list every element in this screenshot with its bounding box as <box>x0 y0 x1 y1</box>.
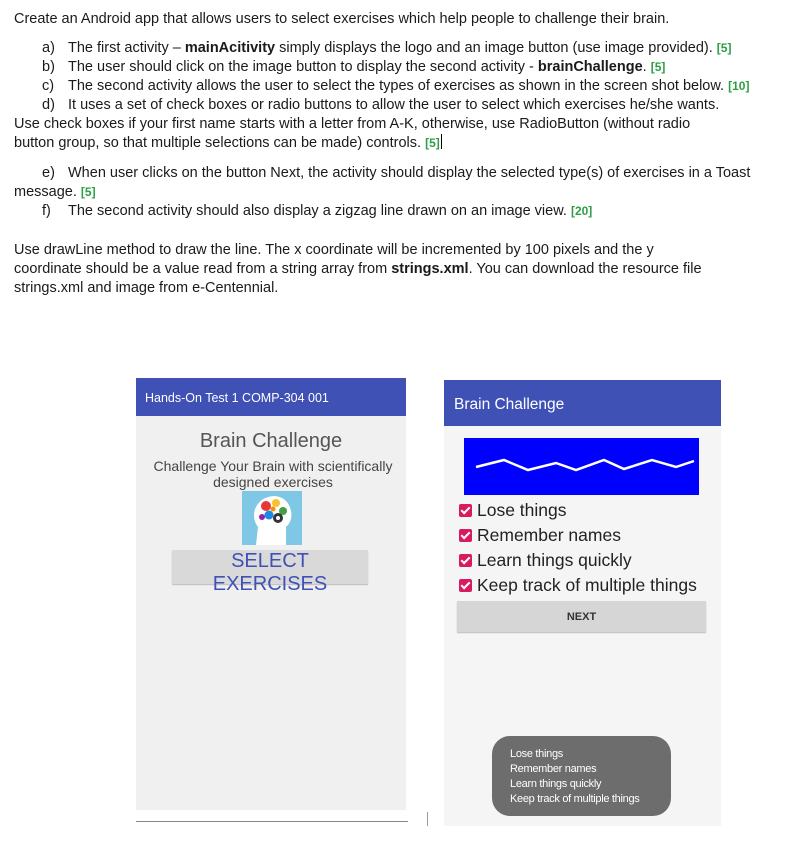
drawline-paragraph-2c: . You can download the resource file <box>468 261 702 277</box>
drawline-paragraph-1: Use drawLine method to draw the line. The x coordinate will be incremented by 100 pixels and the y <box>14 242 654 258</box>
main-activity-appbar <box>136 378 406 416</box>
divider-line <box>136 821 408 822</box>
text-cursor <box>441 134 442 149</box>
main-activity-appbar-title: Hands-On Test 1 COMP-304 001 <box>145 391 329 405</box>
item-c-label: c) <box>42 78 55 94</box>
item-c-points: [10] <box>728 79 750 93</box>
toast-line: Keep track of multiple things <box>510 793 640 805</box>
item-f-points: [20] <box>570 204 593 218</box>
drawline-paragraph-2a: coordinate should be a value read from a string array from <box>14 261 392 277</box>
checkbox-keep-track[interactable] <box>459 575 697 596</box>
brain-logo-image-button[interactable] <box>242 491 302 545</box>
brain-challenge-title: Brain Challenge <box>199 430 343 452</box>
select-exercises-button[interactable]: SELECT EXERCISES <box>172 550 368 584</box>
brain-challenge-subtitle: Challenge Your Brain with scientifically designed exercises <box>153 458 393 490</box>
assignment-text <box>14 10 796 298</box>
item-e <box>14 164 796 183</box>
item-a-label: a) <box>42 40 55 56</box>
checkbox-checked-icon <box>459 529 472 542</box>
text-cursor-mark <box>427 812 428 826</box>
item-e-continued-text: message. <box>14 184 77 200</box>
item-b-text: The user should click on the image button to display the second activity - <box>68 59 538 75</box>
item-a <box>14 39 796 58</box>
item-b <box>14 58 796 77</box>
item-d-label: d) <box>42 97 55 113</box>
item-a-bold: mainAcitivity <box>184 40 276 56</box>
item-d-text: It uses a set of check boxes or radio buttons to allow the user to select which exercises he/she wants. <box>68 97 720 113</box>
item-f <box>14 202 796 221</box>
item-e-label: e) <box>42 165 55 181</box>
item-a-points: [5] <box>716 41 732 55</box>
checkbox-remember-names[interactable] <box>459 525 621 546</box>
item-a-text: The first activity – <box>68 40 185 56</box>
item-f-label: f) <box>42 203 51 219</box>
item-b-points: [5] <box>650 60 666 74</box>
item-d-points: [5] <box>425 136 440 150</box>
item-b-bold: brainChallenge <box>537 59 643 75</box>
item-e-points: [5] <box>80 185 96 199</box>
checkbox-checked-icon <box>459 554 472 567</box>
checkbox-label: Keep track of multiple things <box>477 575 697 595</box>
brain-head-icon <box>242 491 302 545</box>
item-b-text-end: . <box>642 59 647 75</box>
item-b-label: b) <box>42 59 55 75</box>
item-d-continued-2-text: button group, so that multiple selections can be made) controls. <box>14 135 422 151</box>
checkbox-checked-icon <box>459 579 472 592</box>
drawline-paragraph-2 <box>14 260 796 279</box>
strings-xml-bold: strings.xml <box>391 261 469 277</box>
brain-challenge-screenshot <box>444 380 721 826</box>
toast-line: Lose things <box>510 748 563 760</box>
item-d <box>14 96 796 115</box>
intro-text: Create an Android app that allows users to select exercises which help people to challenge their brain. <box>14 11 670 27</box>
checkbox-checked-icon <box>459 504 472 517</box>
brain-challenge-appbar <box>444 380 721 426</box>
item-f-text: The second activity should also display a zigzag line drawn on an image view. <box>68 203 567 219</box>
brain-challenge-appbar-title: Brain Challenge <box>454 396 565 413</box>
next-button[interactable]: NEXT <box>457 601 706 632</box>
checkbox-label: Learn things quickly <box>477 550 632 570</box>
toast-line: Learn things quickly <box>510 778 602 790</box>
item-c <box>14 77 796 96</box>
checkbox-label: Lose things <box>477 500 567 520</box>
item-c-text: The second activity allows the user to select the types of exercises as shown in the screen shot below. <box>68 78 725 94</box>
main-activity-screenshot <box>136 378 406 810</box>
item-a-text-end: simply displays the logo and an image button (use image provided). <box>275 40 713 56</box>
drawline-paragraph-3: strings.xml and image from e-Centennial. <box>14 280 279 296</box>
toast-message <box>492 736 671 816</box>
zigzag-imageview <box>464 438 699 495</box>
checkbox-label: Remember names <box>477 525 621 545</box>
item-d-continued-2 <box>14 134 796 153</box>
item-d-continued-1: Use check boxes if your first name starts with a letter from A-K, otherwise, use RadioButton (without radio <box>14 116 691 132</box>
toast-line: Remember names <box>510 763 597 775</box>
item-e-continued <box>14 183 796 202</box>
checkbox-lose-things[interactable] <box>459 500 567 521</box>
checkbox-learn-things-quickly[interactable] <box>459 550 632 571</box>
item-e-text: When user clicks on the button Next, the activity should display the selected type(s) of exercises in a Toast <box>68 165 751 181</box>
